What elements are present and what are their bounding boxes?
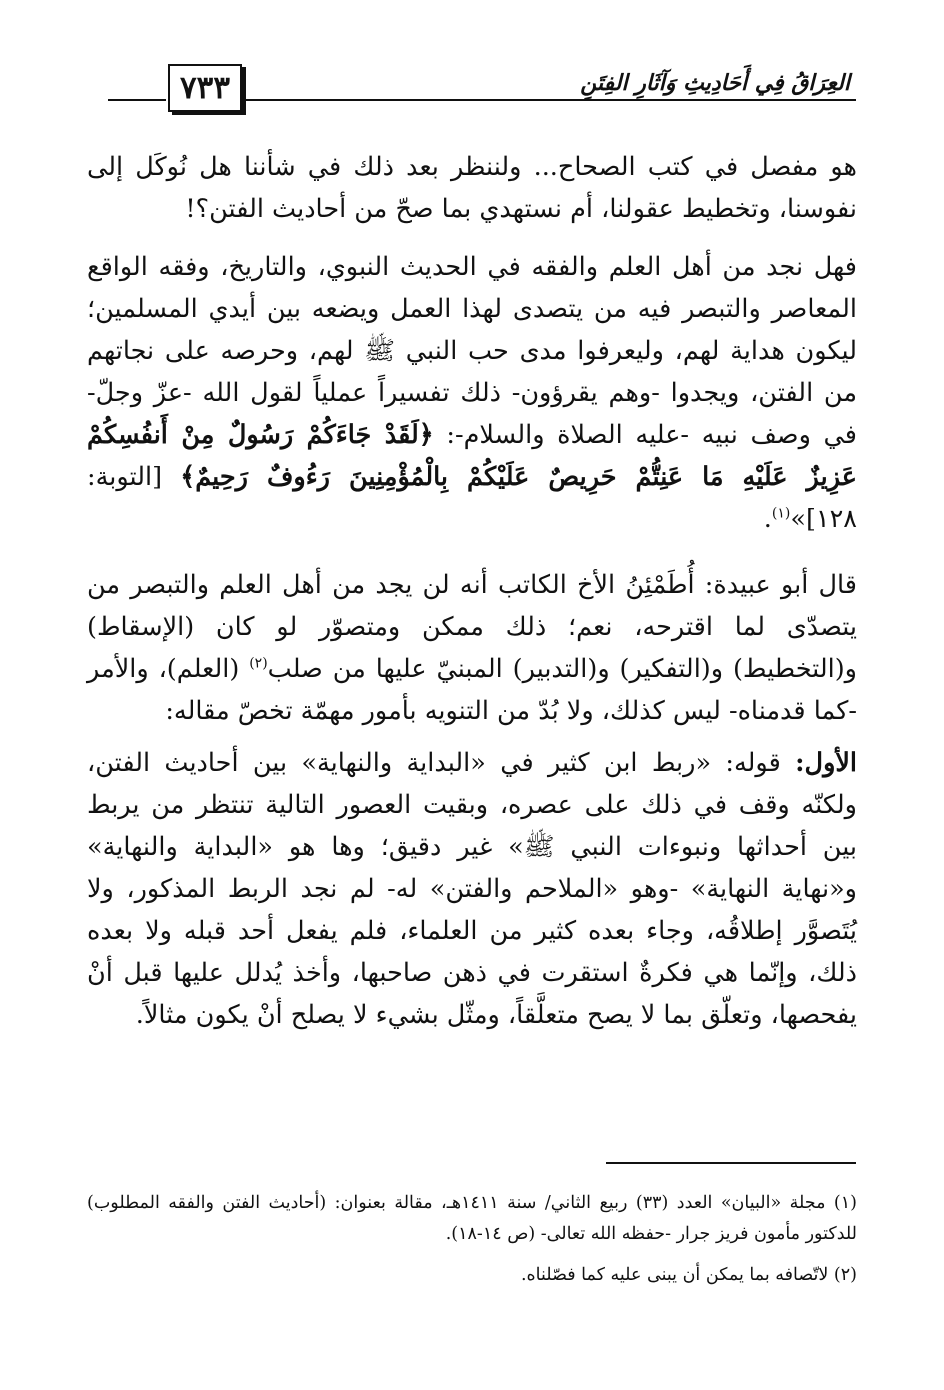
paragraph-3 — [87, 564, 857, 732]
footnote-ref-1[interactable]: (١) — [771, 505, 791, 522]
body-text — [87, 146, 857, 1036]
footnote-1: (١) مجلة «البيان» العدد (٣٣) ربيع الثاني/ سنة ١٤١١هـ، مقالة بعنوان: (أحاديث الفتن والفقه المطلوب) للدكتور مأمون فريز جرار -حفظه الله تعالى- (ص ١٤-١٨). — [87, 1193, 857, 1244]
footnote-2: (٢) لاتّصافه بما يمكن أن يبنى عليه كما فصّلناه. — [520, 1265, 857, 1285]
paragraph-4 — [87, 742, 857, 1036]
book-title: العِرَاقُ فِي أَحَادِيثِ وَآثَارِ الفِتَنِ — [576, 70, 854, 96]
footnote-separator — [606, 1162, 856, 1164]
paragraph-1: هو مفصل في كتب الصحاح... ولننظر بعد ذلك في شأننا هل نُوكَل إلى نفوسنا، وتخطيط عقولنا، أم نستهدي بما صحّ من أحاديث الفتن؟! — [87, 152, 857, 224]
quran-verse: ﴿لَقَدْ جَاءَكُمْ رَسُولٌ مِنْ أَنفُسِكُمْ عَزِيزٌ عَلَيْهِ مَا عَنِتُّمْ حَرِيصٌ عَلَيْكُمْ بِالْمُؤْمِنِينَ رَءُوفٌ رَحِيمٌ﴾ — [87, 420, 858, 492]
footnotes — [87, 1188, 857, 1291]
header-rule-right — [242, 99, 856, 101]
paragraph-3-text: قال أبو عبيدة: أُطَمْئِنُ الأخ الكاتب أنه لن يجد من أهل العلم والتبصر من يتصدّى لما اقترحه، نعم؛ ذلك ممكن ومتصوّر لو كان (الإسقاط) و(التخطيط) و(التفكير) و(التدبير) المبنيّ عليها من صلب — [87, 570, 857, 684]
page-number: ٧٣٣ — [168, 64, 242, 112]
paragraph-2: فهل نجد من أهل العلم والفقه في الحديث النبوي، والتاريخ، وفقه الواقع المعاصر والتبصر فيه من يتصدى لهذا العمل ويضعه بين أيدي المسلمين؛ ليكون هداية لهم، وليعرفوا مدى حب النبي ﷺ لهم، وحرصه على نجاتهم من الفتن، ويجدوا -وهم يقرؤون- ذلك تفسيراً عملياً لقول الله -عزّ وجلّ- في وصف نبيه -عليه الصلاة والسلام-: ﴿لَقَدْ جَاءَكُمْ رَسُولٌ مِنْ أَنفُسِكُمْ عَزِيزٌ عَلَيْهِ مَا عَنِتُّمْ حَرِيصٌ عَلَيْكُمْ بِالْمُؤْمِنِينَ رَءُوفٌ رَحِيمٌ﴾ [التوبة: ١٢٨]»$^{(١)}$. — [87, 252, 858, 534]
paragraph-4-text: قوله: «ربط ابن كثير في «البداية والنهاية» بين أحاديث الفتن، ولكنّه وقف في ذلك على عصره، وبقيت العصور التالية تنتظر من يربط بين أحداثها ونبوءات النبي ﷺ» غير دقيق؛ وها هو «البداية والنهاية» و«نهاية النهاية» -وهو «الملاحم والفتن» له- لم نجد الربط المذكور، ولا يُتَصوَّر إطلاقُه، وجاء بعده كثير من العلماء، فلم يفعل أحد قبله ولا بعده ذلك، وإنّما هي فكرةٌ استقرت في ذهن صاحبها، وأخذ يُدلل عليها قبل أنْ يفحصها، وتعلّق بما لا يصح متعلَّقاً، ومثّل بشيء لا يصلح أنْ يكون مثالاً. — [87, 748, 857, 1030]
paragraph-4-lead: الأول: — [795, 748, 858, 778]
verse-reference: [التوبة: ١٢٨]» — [87, 462, 857, 534]
paragraph-2-text: فهل نجد من أهل العلم والفقه في الحديث النبوي، والتاريخ، وفقه الواقع المعاصر والتبصر فيه من يتصدى لهذا العمل ويضعه بين أيدي المسلمين؛ ليكون هداية لهم، وليعرفوا مدى حب النبي ﷺ لهم، وحرصه على نجاتهم من الفتن، ويجدوا -وهم يقرؤون- ذلك تفسيراً عملياً لقول الله -عزّ وجلّ- في وصف نبيه -عليه الصلاة والسلام-: — [87, 252, 857, 450]
page-header — [108, 58, 856, 114]
paragraph-3-text-after: (العلم)، والأمر -كما قدمناه- ليس كذلك، ولا بُدّ من التنويه بأمور مهمّة تخصّ مقاله: — [87, 654, 857, 726]
header-rule-left — [108, 99, 166, 101]
footnote-ref-2[interactable]: (٢) — [249, 655, 268, 672]
